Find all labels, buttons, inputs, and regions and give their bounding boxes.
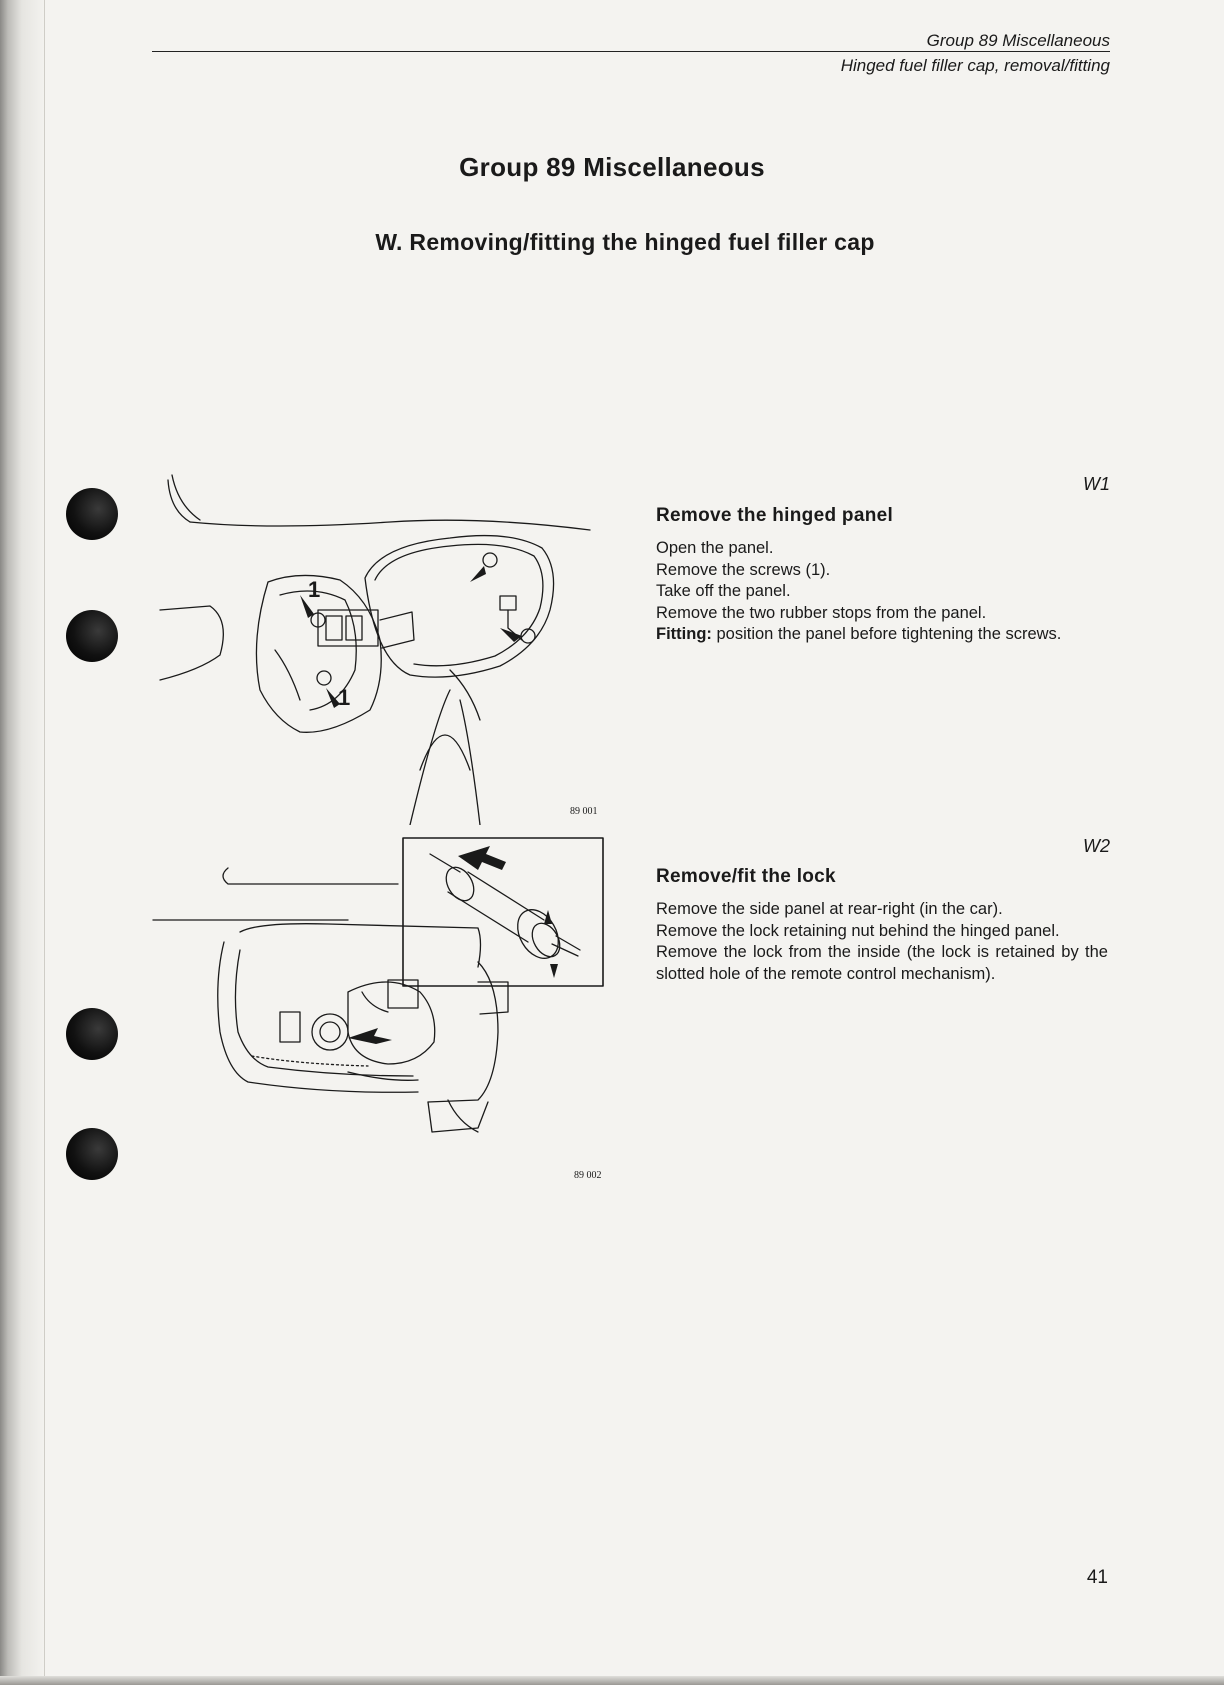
callout-1-lower: 1 — [338, 685, 351, 710]
page-bottom-edge — [0, 1676, 1224, 1685]
punch-hole — [66, 1008, 118, 1060]
fitting-note — [656, 624, 1108, 646]
page-number: 41 — [1086, 1567, 1108, 1588]
step-code-w1: W1 — [1083, 474, 1110, 494]
step-line: Remove the screws (1). — [656, 560, 831, 579]
step-line: Remove the two rubber stops from the panel. — [656, 603, 987, 622]
step-w2 — [656, 866, 1108, 985]
callout-1-upper: 1 — [308, 577, 321, 602]
step-line: Open the panel. — [656, 539, 774, 557]
step-line: Remove the side panel at rear-right (in the car). — [656, 900, 1003, 918]
step-line: Remove the lock retaining nut behind the hinged panel. — [656, 921, 1060, 940]
section-title: W. Removing/fitting the hinged fuel filler cap — [375, 229, 875, 255]
header-rule — [152, 51, 1110, 52]
step-line: Remove the lock from the inside (the lock is retained by the slotted hole of the remote control mechanism). — [656, 943, 1108, 983]
step-body — [656, 538, 1108, 646]
step-line: Take off the panel. — [656, 582, 791, 600]
figure-hinged-panel — [150, 470, 620, 825]
fitting-note-text: position the panel before tightening the screws. — [716, 625, 1062, 643]
punch-hole — [66, 610, 118, 662]
page-title: Group 89 Miscellaneous — [459, 152, 765, 182]
step-title-remove-hinged-panel: Remove the hinged panel — [656, 505, 894, 526]
punch-hole — [66, 1128, 118, 1180]
running-head — [841, 28, 1110, 78]
running-head-subject: Hinged fuel filler cap, removal/fitting — [840, 56, 1110, 75]
step-w1 — [656, 505, 1108, 646]
fitting-note-label: Fitting: — [656, 625, 712, 643]
figure-label-89-002: 89 002 — [574, 1170, 602, 1181]
punch-hole — [66, 488, 118, 540]
step-code-w2: W2 — [1083, 836, 1110, 856]
running-head-group: Group 89 Miscellaneous — [926, 31, 1110, 50]
step-title-remove-fit-lock: Remove/fit the lock — [656, 866, 836, 887]
figure-label-89-001: 89 001 — [570, 806, 598, 817]
step-body — [656, 899, 1108, 985]
figure-lock — [148, 832, 618, 1172]
